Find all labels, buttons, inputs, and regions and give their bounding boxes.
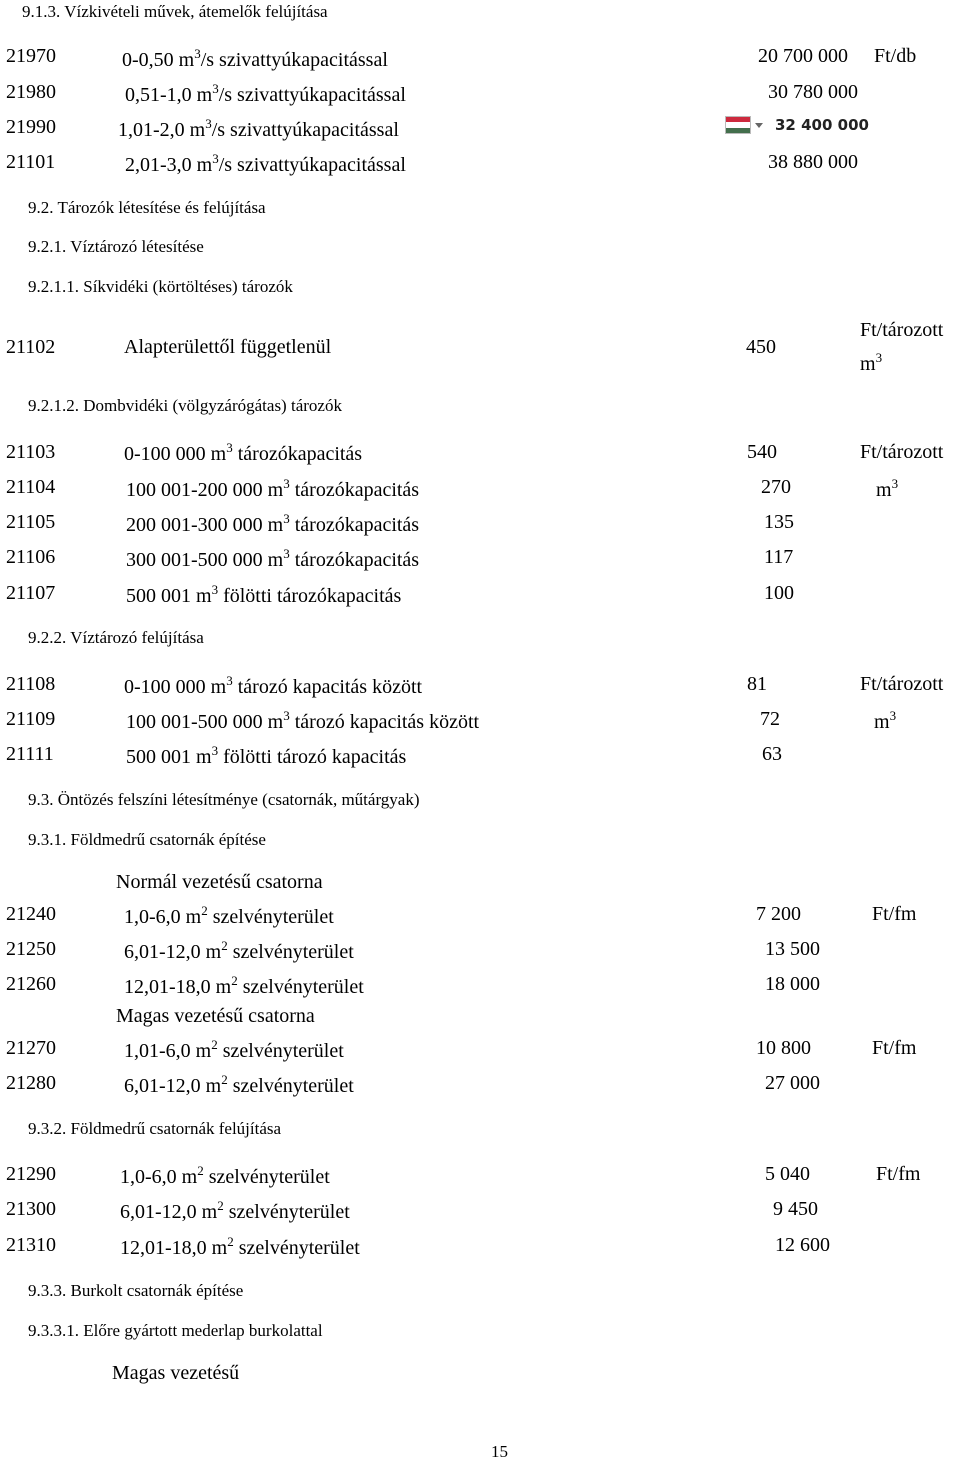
row-value: 30 780 000 bbox=[768, 81, 858, 103]
row-description: 100 001-200 000 $m^3$ tározókapacitás bbox=[126, 476, 420, 501]
caret-down-icon bbox=[755, 123, 763, 128]
row-description: 0,51-1,0 $m^3/s$ szivattyúkapacitással bbox=[125, 81, 406, 106]
row-description: 12,01-18,0 $m^2$ szelvényterület bbox=[124, 973, 364, 998]
row-value: 13 500 bbox=[765, 938, 820, 960]
row-unit: Ft/db bbox=[874, 45, 917, 67]
row-value: 63 bbox=[762, 743, 782, 765]
row-unit-line2: $m^3$ bbox=[876, 476, 899, 501]
row-description: 500 001 $m^3$ fölötti tározókapacitás bbox=[126, 582, 402, 607]
row-description: 300 001-500 000 $m^3$ tározókapacitás bbox=[126, 546, 420, 571]
row-code: 21106 bbox=[6, 546, 56, 568]
heading-9-3-2: 9.3.2. Földmedrű csatornák felújítása bbox=[28, 1119, 282, 1138]
row-code: 21108 bbox=[6, 673, 56, 695]
row-value: 117 bbox=[764, 546, 794, 568]
row-code: 21980 bbox=[6, 81, 56, 103]
row-value: 10 800 bbox=[756, 1037, 811, 1059]
row-code: 21290 bbox=[6, 1163, 56, 1185]
row-description: 1,01-2,0 $m^3/s$ szivattyúkapacitással bbox=[118, 116, 399, 141]
row-code: 21107 bbox=[6, 582, 56, 604]
row-value: 7 200 bbox=[756, 903, 801, 925]
row-description: 12,01-18,0 $m^2$ szelvényterület bbox=[120, 1234, 360, 1259]
row-value: 72 bbox=[760, 708, 780, 730]
row-unit: Ft/tározott bbox=[860, 319, 944, 341]
row-value: 18 000 bbox=[765, 973, 820, 995]
row-description: 6,01-12,0 $m^2$ szelvényterület bbox=[124, 938, 354, 963]
row-value: 9 450 bbox=[773, 1198, 818, 1220]
row-description: 6,01-12,0 $m^2$ szelvényterület bbox=[124, 1072, 354, 1097]
row-code: 21280 bbox=[6, 1072, 56, 1094]
subsection-label: Normál vezetésű csatorna bbox=[116, 871, 323, 893]
row-unit: Ft/tározott bbox=[860, 441, 944, 463]
row-code: 21103 bbox=[6, 441, 56, 463]
heading-9-3: 9.3. Öntözés felszíni létesítménye (csatornák, műtárgyak) bbox=[28, 790, 420, 809]
row-description: 2,01-3,0 $m^3/s$ szivattyúkapacitással bbox=[125, 151, 406, 176]
row-unit: Ft/fm bbox=[872, 903, 917, 925]
row-value: 270 bbox=[761, 476, 791, 498]
row-code: 21240 bbox=[6, 903, 56, 925]
row-code: 21104 bbox=[6, 476, 56, 498]
row-description: 200 001-300 000 $m^3$ tározókapacitás bbox=[126, 511, 420, 536]
row-description: 500 001 $m^3$ fölötti tározó kapacitás bbox=[126, 743, 407, 768]
row-code: 21270 bbox=[6, 1037, 56, 1059]
row-code: 21109 bbox=[6, 708, 56, 730]
row-code: 21101 bbox=[6, 151, 56, 173]
row-value: 5 040 bbox=[765, 1163, 810, 1185]
row-value: 135 bbox=[764, 511, 794, 533]
row-value: 540 bbox=[747, 441, 777, 463]
row-description: 0-100 000 $m^3$ tározó kapacitás között bbox=[124, 673, 423, 698]
page-number: 15 bbox=[491, 1442, 508, 1461]
heading-9-2-1-1: 9.2.1.1. Síkvidéki (körtöltéses) tározók bbox=[28, 277, 293, 296]
heading-9-2-1: 9.2.1. Víztározó létesítése bbox=[28, 237, 204, 256]
row-description: Alapterülettől függetlenül bbox=[124, 336, 332, 358]
row-value: 12 600 bbox=[775, 1234, 830, 1256]
subsection-label: Magas vezetésű bbox=[112, 1362, 240, 1384]
hungarian-flag-icon bbox=[726, 117, 750, 133]
row-value: 450 bbox=[746, 336, 776, 358]
row-code: 21102 bbox=[6, 336, 56, 358]
row-unit: Ft/fm bbox=[876, 1163, 921, 1185]
heading-9-3-3: 9.3.3. Burkolt csatornák építése bbox=[28, 1281, 244, 1300]
row-unit: Ft/fm bbox=[872, 1037, 917, 1059]
row-unit-line2: $m^3$ bbox=[860, 350, 883, 375]
row-value: 81 bbox=[747, 673, 767, 695]
heading-9-2-1-2: 9.2.1.2. Dombvidéki (völgyzárógátas) tározók bbox=[28, 396, 342, 415]
heading-9-2: 9.2. Tározók létesítése és felújítása bbox=[28, 198, 266, 217]
subsection-label: Magas vezetésű csatorna bbox=[116, 1005, 315, 1027]
row-code: 21300 bbox=[6, 1198, 56, 1220]
row-unit: Ft/tározott bbox=[860, 673, 944, 695]
row-description: 6,01-12,0 $m^2$ szelvényterület bbox=[120, 1198, 350, 1223]
row-value: 32 400 000 bbox=[775, 116, 869, 134]
row-code: 21111 bbox=[6, 743, 54, 765]
row-description: 0-100 000 $m^3$ tározókapacitás bbox=[124, 440, 363, 465]
row-code: 21990 bbox=[6, 116, 56, 138]
row-description: 0-0,50 $m^3/s$ szivattyúkapacitással bbox=[122, 46, 388, 71]
row-value: 27 000 bbox=[765, 1072, 820, 1094]
row-code: 21105 bbox=[6, 511, 56, 533]
currency-selector[interactable] bbox=[726, 116, 869, 134]
heading-9-2-2: 9.2.2. Víztározó felújítása bbox=[28, 628, 204, 647]
row-value: 38 880 000 bbox=[768, 151, 858, 173]
row-value: 20 700 000 bbox=[758, 45, 848, 67]
heading-9-1-3: 9.1.3. Vízkivételi művek, átemelők felújítása bbox=[22, 2, 328, 21]
row-description: 1,0-6,0 $m^2$ szelvényterület bbox=[120, 1163, 330, 1188]
row-code: 21260 bbox=[6, 973, 56, 995]
row-unit-line2: $m^3$ bbox=[874, 708, 897, 733]
row-description: 1,01-6,0 $m^2$ szelvényterület bbox=[124, 1037, 344, 1062]
heading-9-3-3-1: 9.3.3.1. Előre gyártott mederlap burkolattal bbox=[28, 1321, 323, 1340]
flag-stripe-green bbox=[726, 128, 750, 133]
row-code: 21310 bbox=[6, 1234, 56, 1256]
heading-9-3-1: 9.3.1. Földmedrű csatornák építése bbox=[28, 830, 266, 849]
row-description: 1,0-6,0 $m^2$ szelvényterület bbox=[124, 903, 334, 928]
row-code: 21250 bbox=[6, 938, 56, 960]
row-value: 100 bbox=[764, 582, 794, 604]
row-description: 100 001-500 000 $m^3$ tározó kapacitás között bbox=[126, 708, 480, 733]
row-code: 21970 bbox=[6, 45, 56, 67]
